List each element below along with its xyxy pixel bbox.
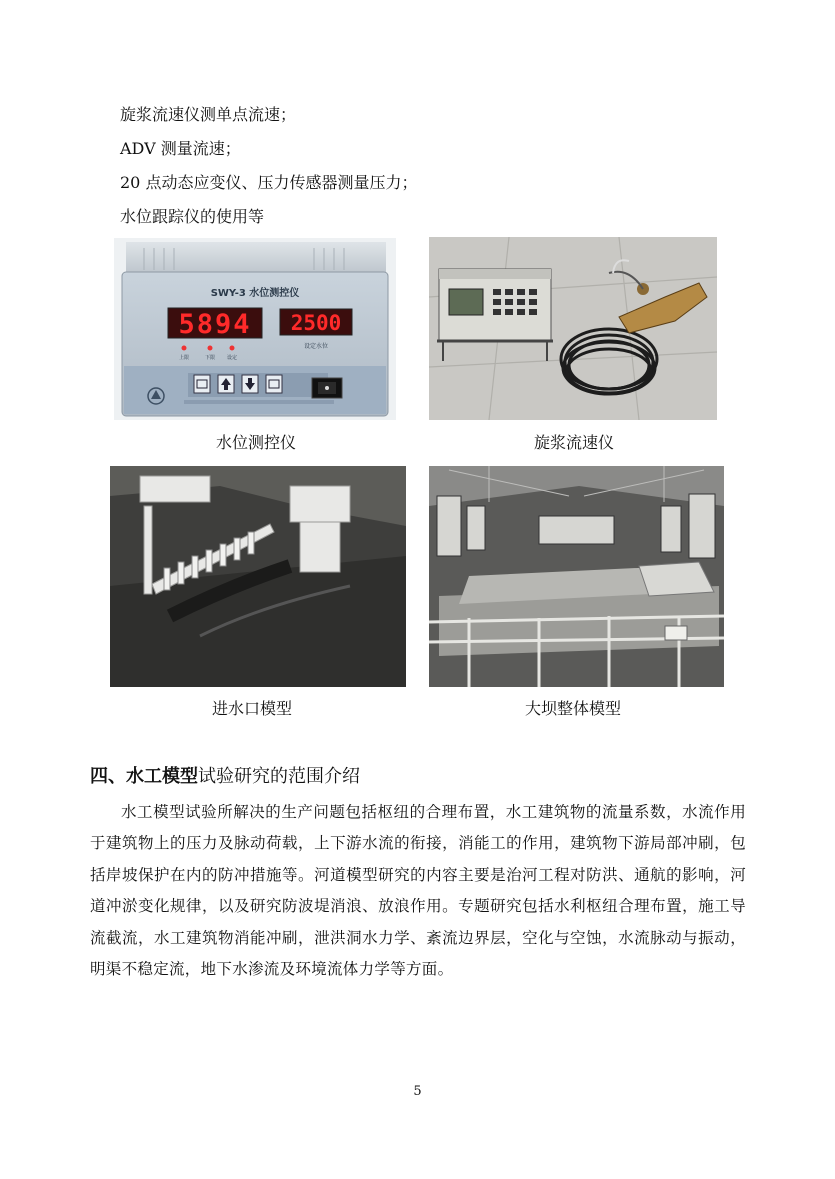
section-heading-rest: 试验研究的范围介绍 <box>198 766 360 787</box>
intro-line-3: 20 点动态应变仪、压力传感器测量压力； <box>120 173 418 192</box>
upper-limit-led <box>182 346 187 351</box>
led-label-lower: 下限 <box>204 355 216 361</box>
caption-dam-model: 大坝整体模型 <box>524 699 621 718</box>
caption-water-level-controller: 水位测控仪 <box>215 433 296 452</box>
display-right-caption: 设定水位 <box>303 343 329 350</box>
caption-intake-model: 进水口模型 <box>211 699 292 718</box>
intro-line-1: 旋浆流速仪测单点流速； <box>120 105 297 124</box>
dam-model-photo <box>429 466 724 687</box>
water-level-controller-photo <box>114 238 396 420</box>
device-model-label: SWY-3 水位测控仪 <box>210 288 300 299</box>
led-label-upper: 上限 <box>178 355 190 361</box>
section-heading-bold: 四、水工模型 <box>90 766 198 787</box>
propeller-current-meter-photo <box>429 237 717 420</box>
set-button[interactable] <box>194 375 210 393</box>
power-switch[interactable] <box>312 378 342 398</box>
down-arrow-button[interactable] <box>242 375 258 393</box>
confirm-button[interactable] <box>266 375 282 393</box>
display-right-value: 2500 <box>290 311 342 335</box>
section-heading <box>90 765 360 789</box>
intake-model-photo <box>110 466 406 687</box>
section-paragraph: 水工模型试验所解决的生产问题包括枢纽的合理布置，水工建筑物的流量系数，水流作用于建筑物上的压力及脉动荷载，上下游水流的衔接，消能工的作用，建筑物下游局部冲刷，包括岸坡保护在内的防冲措施等。河道模型研究的内容主要是治河工程对防洪、通航的影响，河道冲淤变化规律，以及研究防波堤消浪、放浪作用。专题研究包括水利枢纽合理布置，施工导流截流，水工建筑物消能冲刷，泄洪洞水力学、紊流边界层，空化与空蚀，水流脉动与振动，明渠不稳定流，地下水渗流及环境流体力学等方面。 <box>90 803 746 979</box>
up-arrow-button[interactable] <box>218 375 234 393</box>
lower-limit-led <box>208 346 213 351</box>
caption-propeller-meter: 旋浆流速仪 <box>533 433 614 452</box>
intro-line-2: ADV 测量流速； <box>120 139 241 158</box>
led-label-set: 设定 <box>226 355 238 361</box>
setpoint-led <box>230 346 235 351</box>
page-number: 5 <box>413 1084 422 1099</box>
display-left-value: 5894 <box>178 309 252 340</box>
intro-line-4: 水位跟踪仪的使用等 <box>120 207 265 226</box>
